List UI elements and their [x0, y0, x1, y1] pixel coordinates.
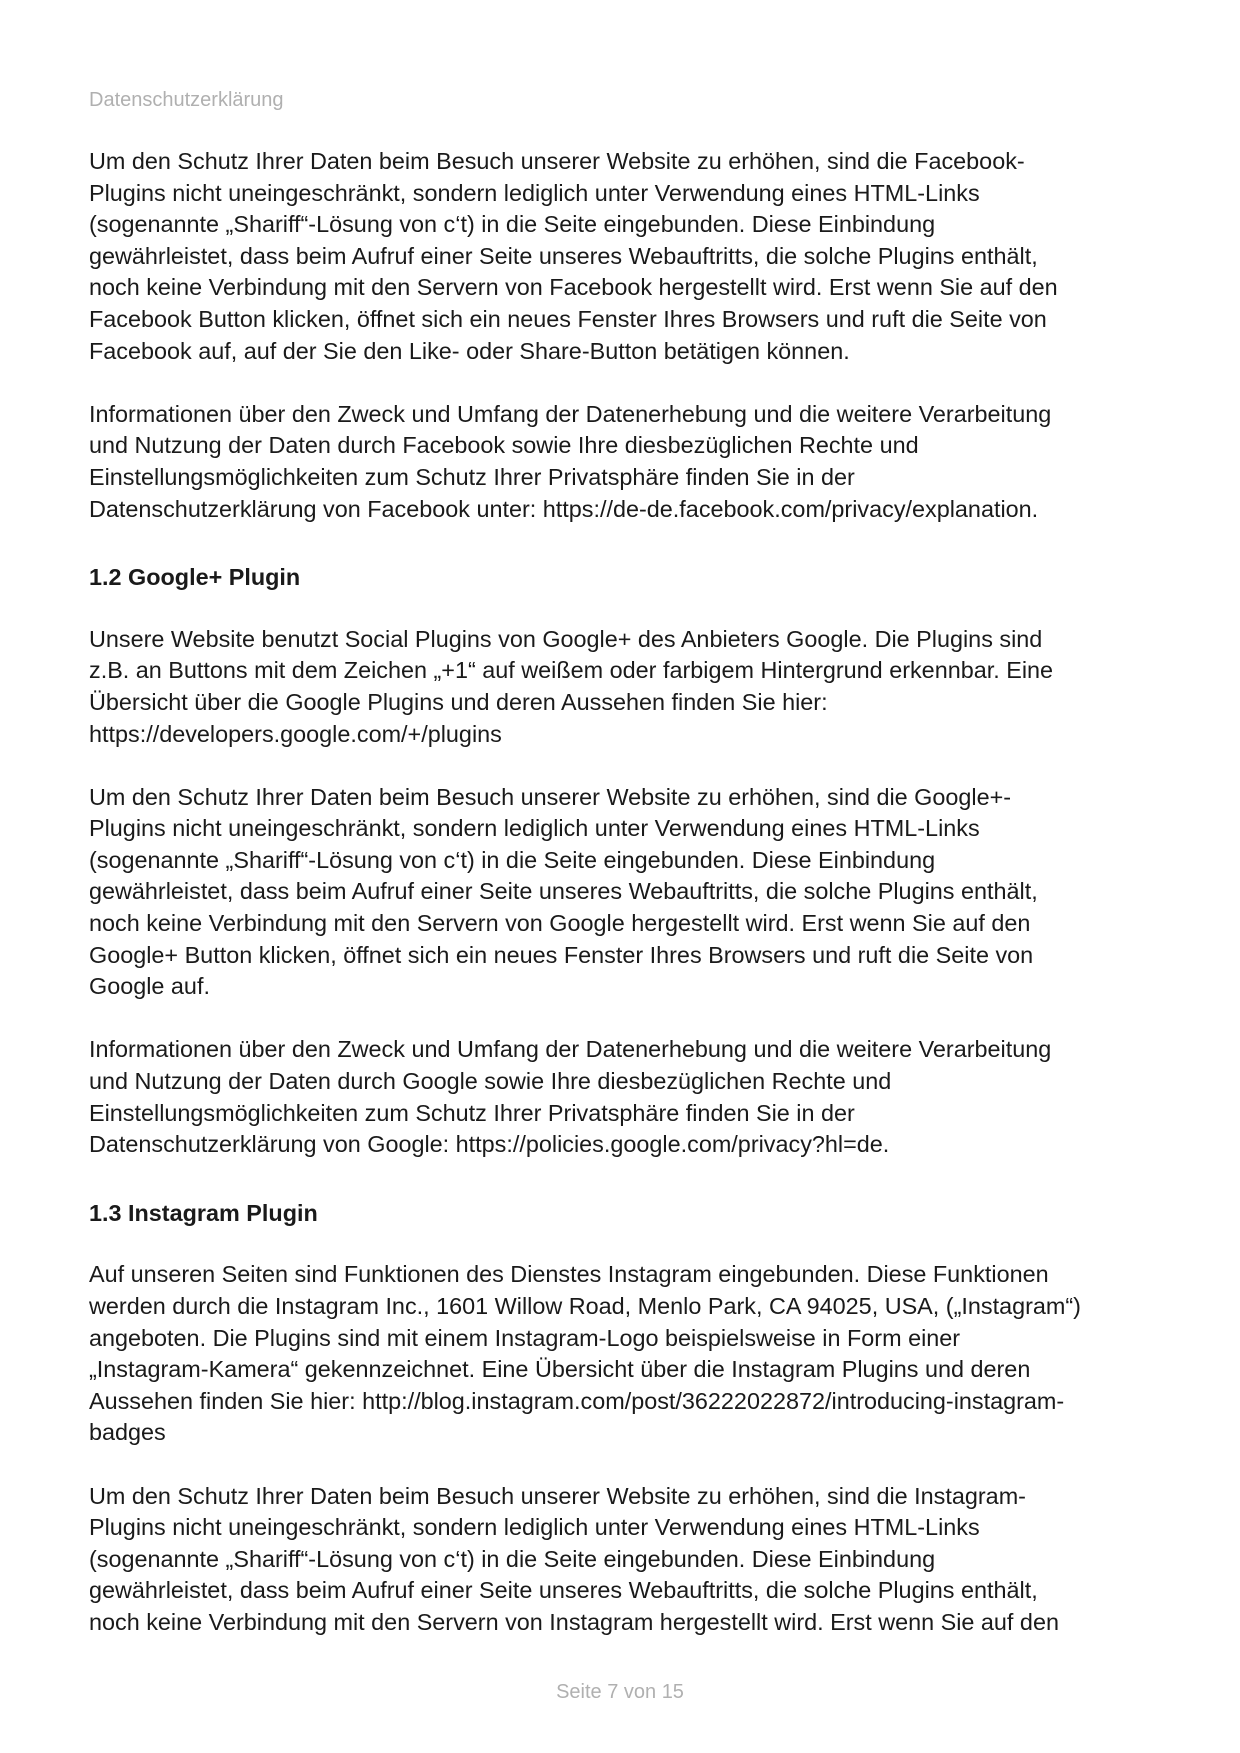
paragraph — [89, 146, 1159, 367]
text-line: angeboten. Die Plugins sind mit einem Instagram-Logo beispielsweise in Form einer — [89, 1324, 961, 1351]
spacer — [89, 525, 1159, 562]
text-line: Plugins nicht uneingeschränkt, sondern lediglich unter Verwendung eines HTML-Links — [89, 179, 980, 206]
text-line: Um den Schutz Ihrer Daten beim Besuch unserer Website zu erhöhen, sind die Instagram- — [89, 1482, 1026, 1509]
text-line: Übersicht über die Google Plugins und deren Aussehen finden Sie hier: — [89, 688, 828, 715]
text-line: „Instagram-Kamera“ gekennzeichnet. Eine Übersicht über die Instagram Plugins und deren — [89, 1356, 1031, 1383]
text-line: z.B. an Buttons mit dem Zeichen „+1“ auf weißem oder farbigem Hintergrund erkennbar. Eine — [89, 657, 1054, 684]
text-line: Einstellungsmöglichkeiten zum Schutz Ihrer Privatsphäre finden Sie in der — [89, 463, 855, 490]
paragraph — [89, 1259, 1159, 1449]
text-line: noch keine Verbindung mit den Servern von Facebook hergestellt wird. Erst wenn Sie auf den — [89, 274, 1058, 301]
text-line: und Nutzung der Daten durch Facebook sowie Ihre diesbezüglichen Rechte und — [89, 432, 919, 459]
text-line: Auf unseren Seiten sind Funktionen des Dienstes Instagram eingebunden. Diese Funktionen — [89, 1261, 1049, 1288]
text-line: Informationen über den Zweck und Umfang der Datenerhebung und die weitere Verarbeitung — [89, 400, 1052, 427]
paragraph-gap — [89, 1449, 1159, 1481]
text-line: (sogenannte „Shariff“-Lösung von c‘t) in die Seite eingebunden. Diese Einbindung — [89, 1545, 936, 1572]
section-heading: 1.2 Google+ Plugin — [89, 564, 301, 591]
paragraph-gap — [89, 750, 1159, 782]
text-line: werden durch die Instagram Inc., 1601 Willow Road, Menlo Park, CA 94025, USA, („Instagram“) — [89, 1293, 1081, 1319]
text-line: Um den Schutz Ihrer Daten beim Besuch unserer Website zu erhöhen, sind die Google+- — [89, 783, 1012, 810]
paragraph — [89, 1034, 1159, 1160]
text-line: Google+ Button klicken, öffnet sich ein neues Fenster Ihres Browsers und ruft die Seite von — [89, 941, 1034, 968]
page-number: Seite 7 von 15 — [556, 1681, 684, 1703]
text-line: noch keine Verbindung mit den Servern von Instagram hergestellt wird. Erst wenn Sie auf den — [89, 1608, 1059, 1635]
text-line: https://developers.google.com/+/plugins — [89, 720, 502, 747]
text-line: gewährleistet, dass beim Aufruf einer Seite unseres Webauftritts, die solche Plugins enthält, — [89, 878, 1038, 905]
text-line: Plugins nicht uneingeschränkt, sondern lediglich unter Verwendung eines HTML-Links — [89, 815, 980, 842]
paragraph — [89, 624, 1159, 750]
paragraph — [89, 399, 1159, 525]
paragraph — [89, 782, 1159, 1003]
text-line: noch keine Verbindung mit den Servern von Google hergestellt wird. Erst wenn Sie auf den — [89, 910, 1031, 937]
text-line: Plugins nicht uneingeschränkt, sondern lediglich unter Verwendung eines HTML-Links — [89, 1514, 980, 1541]
text-line: gewährleistet, dass beim Aufruf einer Seite unseres Webauftritts, die solche Plugins enthält, — [89, 1577, 1038, 1604]
text-line: und Nutzung der Daten durch Google sowie Ihre diesbezüglichen Rechte und — [89, 1068, 892, 1095]
spacer — [89, 594, 1159, 624]
text-line: Datenschutzerklärung von Facebook unter: https://de-de.facebook.com/privacy/explanation. — [89, 495, 1039, 522]
text-line: Einstellungsmöglichkeiten zum Schutz Ihrer Privatsphäre finden Sie in der — [89, 1099, 855, 1126]
paragraph-gap — [89, 367, 1159, 399]
text-line: Facebook auf, auf der Sie den Like- oder Share-Button betätigen können. — [89, 337, 850, 364]
text-line: badges — [89, 1419, 166, 1446]
document-body — [89, 146, 1159, 1639]
text-line: Facebook Button klicken, öffnet sich ein neues Fenster Ihres Browsers und ruft die Seite von — [89, 305, 1047, 332]
text-line: (sogenannte „Shariff“-Lösung von c‘t) in die Seite eingebunden. Diese Einbindung — [89, 846, 936, 873]
spacer — [89, 1229, 1159, 1259]
text-line: Aussehen finden Sie hier: http://blog.instagram.com/post/36222022872/introducing-instagram- — [89, 1387, 1065, 1414]
text-line: Um den Schutz Ihrer Daten beim Besuch unserer Website zu erhöhen, sind die Facebook- — [89, 148, 1025, 174]
spacer — [89, 1161, 1159, 1198]
paragraph-gap — [89, 1003, 1159, 1035]
text-line: Datenschutzerklärung von Google: https://policies.google.com/privacy?hl=de. — [89, 1131, 890, 1158]
section-heading: 1.3 Instagram Plugin — [89, 1199, 318, 1226]
text-line: Unsere Website benutzt Social Plugins von Google+ des Anbieters Google. Die Plugins sind — [89, 625, 1043, 652]
paragraph — [89, 1481, 1159, 1639]
text-line: Google auf. — [89, 973, 210, 1000]
text-line: (sogenannte „Shariff“-Lösung von c‘t) in die Seite eingebunden. Diese Einbindung — [89, 211, 936, 238]
text-line: gewährleistet, dass beim Aufruf einer Seite unseres Webauftritts, die solche Plugins enthält, — [89, 242, 1038, 269]
running-header: Datenschutzerklärung — [89, 89, 284, 111]
text-line: Informationen über den Zweck und Umfang der Datenerhebung und die weitere Verarbeitung — [89, 1036, 1052, 1063]
